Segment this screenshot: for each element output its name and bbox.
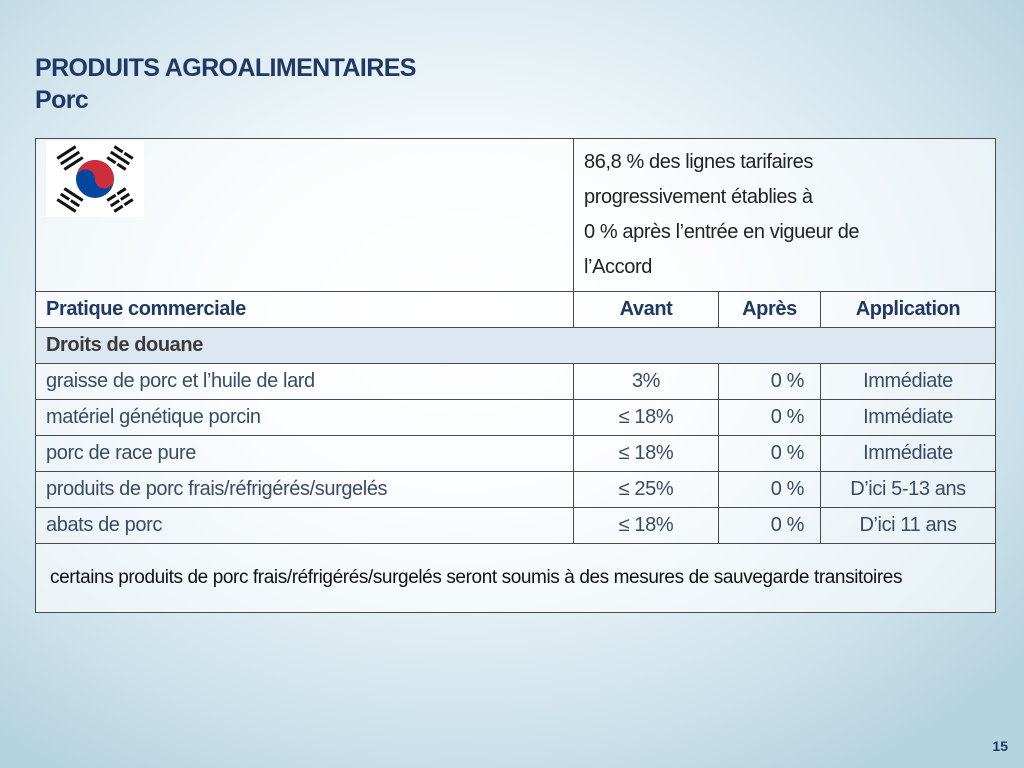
- before-cell: 3%: [574, 364, 719, 400]
- note-row: [36, 544, 996, 613]
- product-cell: abats de porc: [36, 508, 574, 544]
- flag-cell: [36, 139, 574, 292]
- summary-line: 0 % après l’entrée en vigueur de: [584, 221, 860, 243]
- after-cell: 0 %: [719, 364, 821, 400]
- summary-line: l’Accord: [584, 256, 652, 278]
- application-cell: Immédiate: [821, 400, 996, 436]
- application-cell: D’ici 5-13 ans: [821, 472, 996, 508]
- header-practice: Pratique commerciale: [36, 292, 574, 328]
- table-row: [36, 400, 996, 436]
- before-cell: ≤ 18%: [574, 400, 719, 436]
- header-after: Après: [719, 292, 821, 328]
- table-row: [36, 508, 996, 544]
- slide-subtitle: Porc: [35, 86, 89, 114]
- tariff-table: [35, 138, 996, 613]
- summary-line: progressivement établies à: [584, 186, 813, 208]
- table-row: [36, 364, 996, 400]
- table-row: [36, 436, 996, 472]
- product-cell: graisse de porc et l’huile de lard: [36, 364, 574, 400]
- page-number: 15: [992, 738, 1008, 754]
- flag-info-row: [36, 139, 996, 292]
- application-cell: D’ici 11 ans: [821, 508, 996, 544]
- slide-title: PRODUITS AGROALIMENTAIRES: [35, 54, 416, 82]
- before-cell: ≤ 18%: [574, 436, 719, 472]
- after-cell: 0 %: [719, 436, 821, 472]
- summary-line: 86,8 % des lignes tarifaires: [584, 151, 813, 173]
- tariff-summary: [574, 139, 996, 292]
- product-cell: produits de porc frais/réfrigérés/surgelés: [36, 472, 574, 508]
- product-cell: porc de race pure: [36, 436, 574, 472]
- product-cell: matériel génétique porcin: [36, 400, 574, 436]
- after-cell: 0 %: [719, 400, 821, 436]
- after-cell: 0 %: [719, 508, 821, 544]
- table-header-row: [36, 292, 996, 328]
- application-cell: Immédiate: [821, 436, 996, 472]
- section-title: Droits de douane: [36, 328, 996, 364]
- application-cell: Immédiate: [821, 364, 996, 400]
- title-block: [35, 52, 416, 116]
- south-korea-flag-icon: [46, 141, 144, 217]
- after-cell: 0 %: [719, 472, 821, 508]
- before-cell: ≤ 25%: [574, 472, 719, 508]
- header-application: Application: [821, 292, 996, 328]
- table-row: [36, 472, 996, 508]
- header-before: Avant: [574, 292, 719, 328]
- before-cell: ≤ 18%: [574, 508, 719, 544]
- section-row: [36, 328, 996, 364]
- safeguard-note: certains produits de porc frais/réfrigérés/surgelés seront soumis à des mesures de sauvegarde transitoires: [36, 544, 996, 613]
